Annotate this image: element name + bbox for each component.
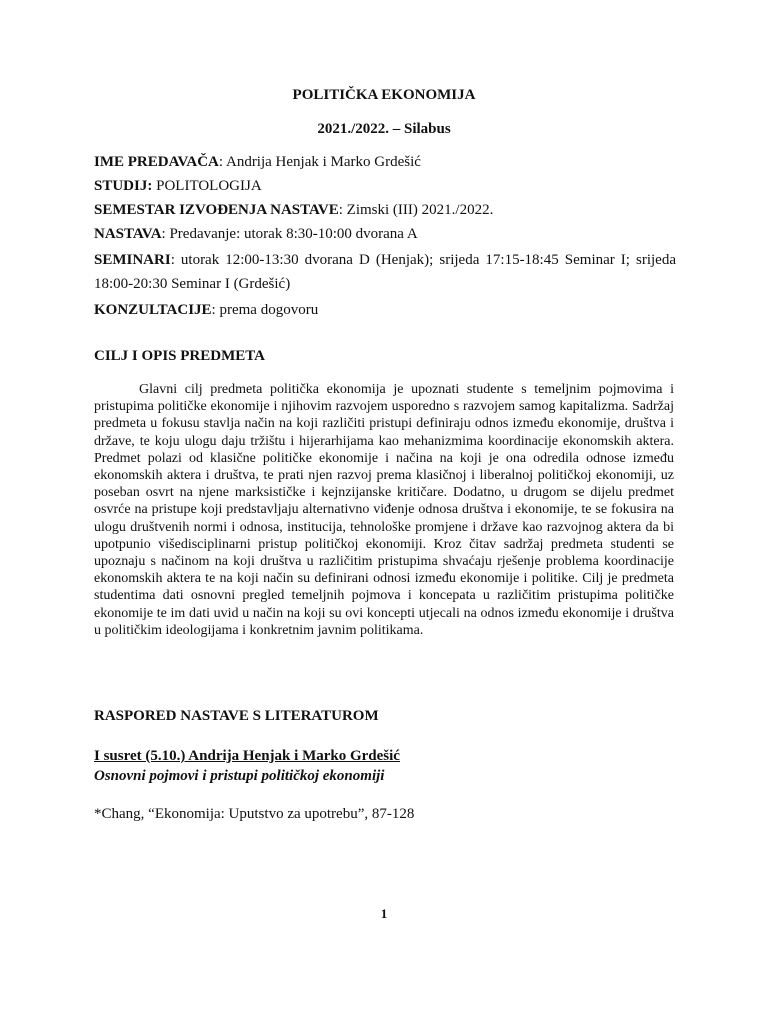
goal-section-heading: CILJ I OPIS PREDMETA — [94, 348, 265, 364]
goal-section-paragraph: Glavni cilj predmeta politička ekonomija je upoznati studente s temeljnim pojmovima i pristupima političke ekonomije i njihovim razvojem usporedno s razvojem samog kapitalizma. Sadržaj predmeta u fokusu stavlja način na koji različiti pristupi definiraju odnos između ekonomije, društva i države, te koju ulogu daju tržištu i hijerarhijama kao mehanizmima koordinacije ekonomskih aktera. Predmet polazi od klasične političke ekonomije i načina na koji je ona odredila odnose između ekonomskih aktera i društva, te prati njen razvoj prema klasičnoj i liberalnoj političkoj ekonomiji, uz poseban osvrt na njene marksističke i kejnzijanske kritičare. Dodatno, u drugom se dijelu predmet osvrće na pristupe koji predstavljaju alternativno viđenje odnosa društva i ekonomije, te se fokusira na ulogu društvenih normi i odnosa, institucija, tehnološke promjene i države kao razvojnog aktera da bi upotpunio višedisciplinarni pristup političkoj ekonomiji. Kroz čitav sadržaj predmeta studenti se upoznaju s načinom na koji društva u različitim pristupima shvaćaju rješenje problema koordinacije ekonomskih aktera te na koji način su definirani odnosi između ekonomije i politike. Cilj je predmeta studentima dati osnovni pregled temeljnih pojmova i koncepata u različitim pristupima političke ekonomije te im dati uvid u način na koji su ovi koncepti utjecali na odnos između ekonomije i društva u političkim ideologijama i konkretnim javnim politikama. — [94, 382, 674, 638]
consultations-line — [94, 298, 676, 322]
seminars-line — [94, 248, 676, 296]
study-line — [94, 174, 676, 198]
session-title: I susret (5.10.) Andrija Henjak i Marko Grdešić — [94, 748, 400, 764]
semester-value: : Zimski (III) 2021./2022. — [338, 202, 494, 218]
teaching-line — [94, 222, 676, 246]
study-value: POLITOLOGIJA — [152, 178, 262, 194]
seminars-label: SEMINARI — [94, 252, 171, 268]
semester-label: SEMESTAR IZVOĐENJA NASTAVE — [94, 202, 339, 218]
lecturer-line — [94, 150, 676, 174]
study-label: STUDIJ: — [94, 178, 153, 194]
document-title: POLITIČKA EKONOMIJA — [292, 87, 476, 103]
consultations-label: KONZULTACIJE — [94, 302, 212, 318]
page-number: 1 — [380, 906, 388, 921]
lecturer-value: : Andrija Henjak i Marko Grdešić — [218, 154, 421, 170]
session-subtitle: Osnovni pojmovi i pristupi političkoj ekonomiji — [94, 768, 385, 784]
reading-item: *Chang, “Ekonomija: Uputstvo za upotrebu”, 87-128 — [94, 806, 415, 822]
document-subtitle: 2021./2022. – Silabus — [317, 121, 451, 137]
lecturer-label: IME PREDAVAČA — [94, 154, 219, 170]
teaching-value: : Predavanje: utorak 8:30-10:00 dvorana A — [161, 226, 418, 242]
consultations-value: : prema dogovoru — [211, 302, 319, 318]
seminars-value: : utorak 12:00-13:30 dvorana D (Henjak); srijeda 17:15-18:45 Seminar I; srijeda 18:00-20:30 Seminar I (Grdešić) — [94, 252, 676, 292]
teaching-label: NASTAVA — [94, 226, 162, 242]
schedule-section-heading: RASPORED NASTAVE S LITERATUROM — [94, 708, 379, 724]
semester-line — [94, 198, 676, 222]
